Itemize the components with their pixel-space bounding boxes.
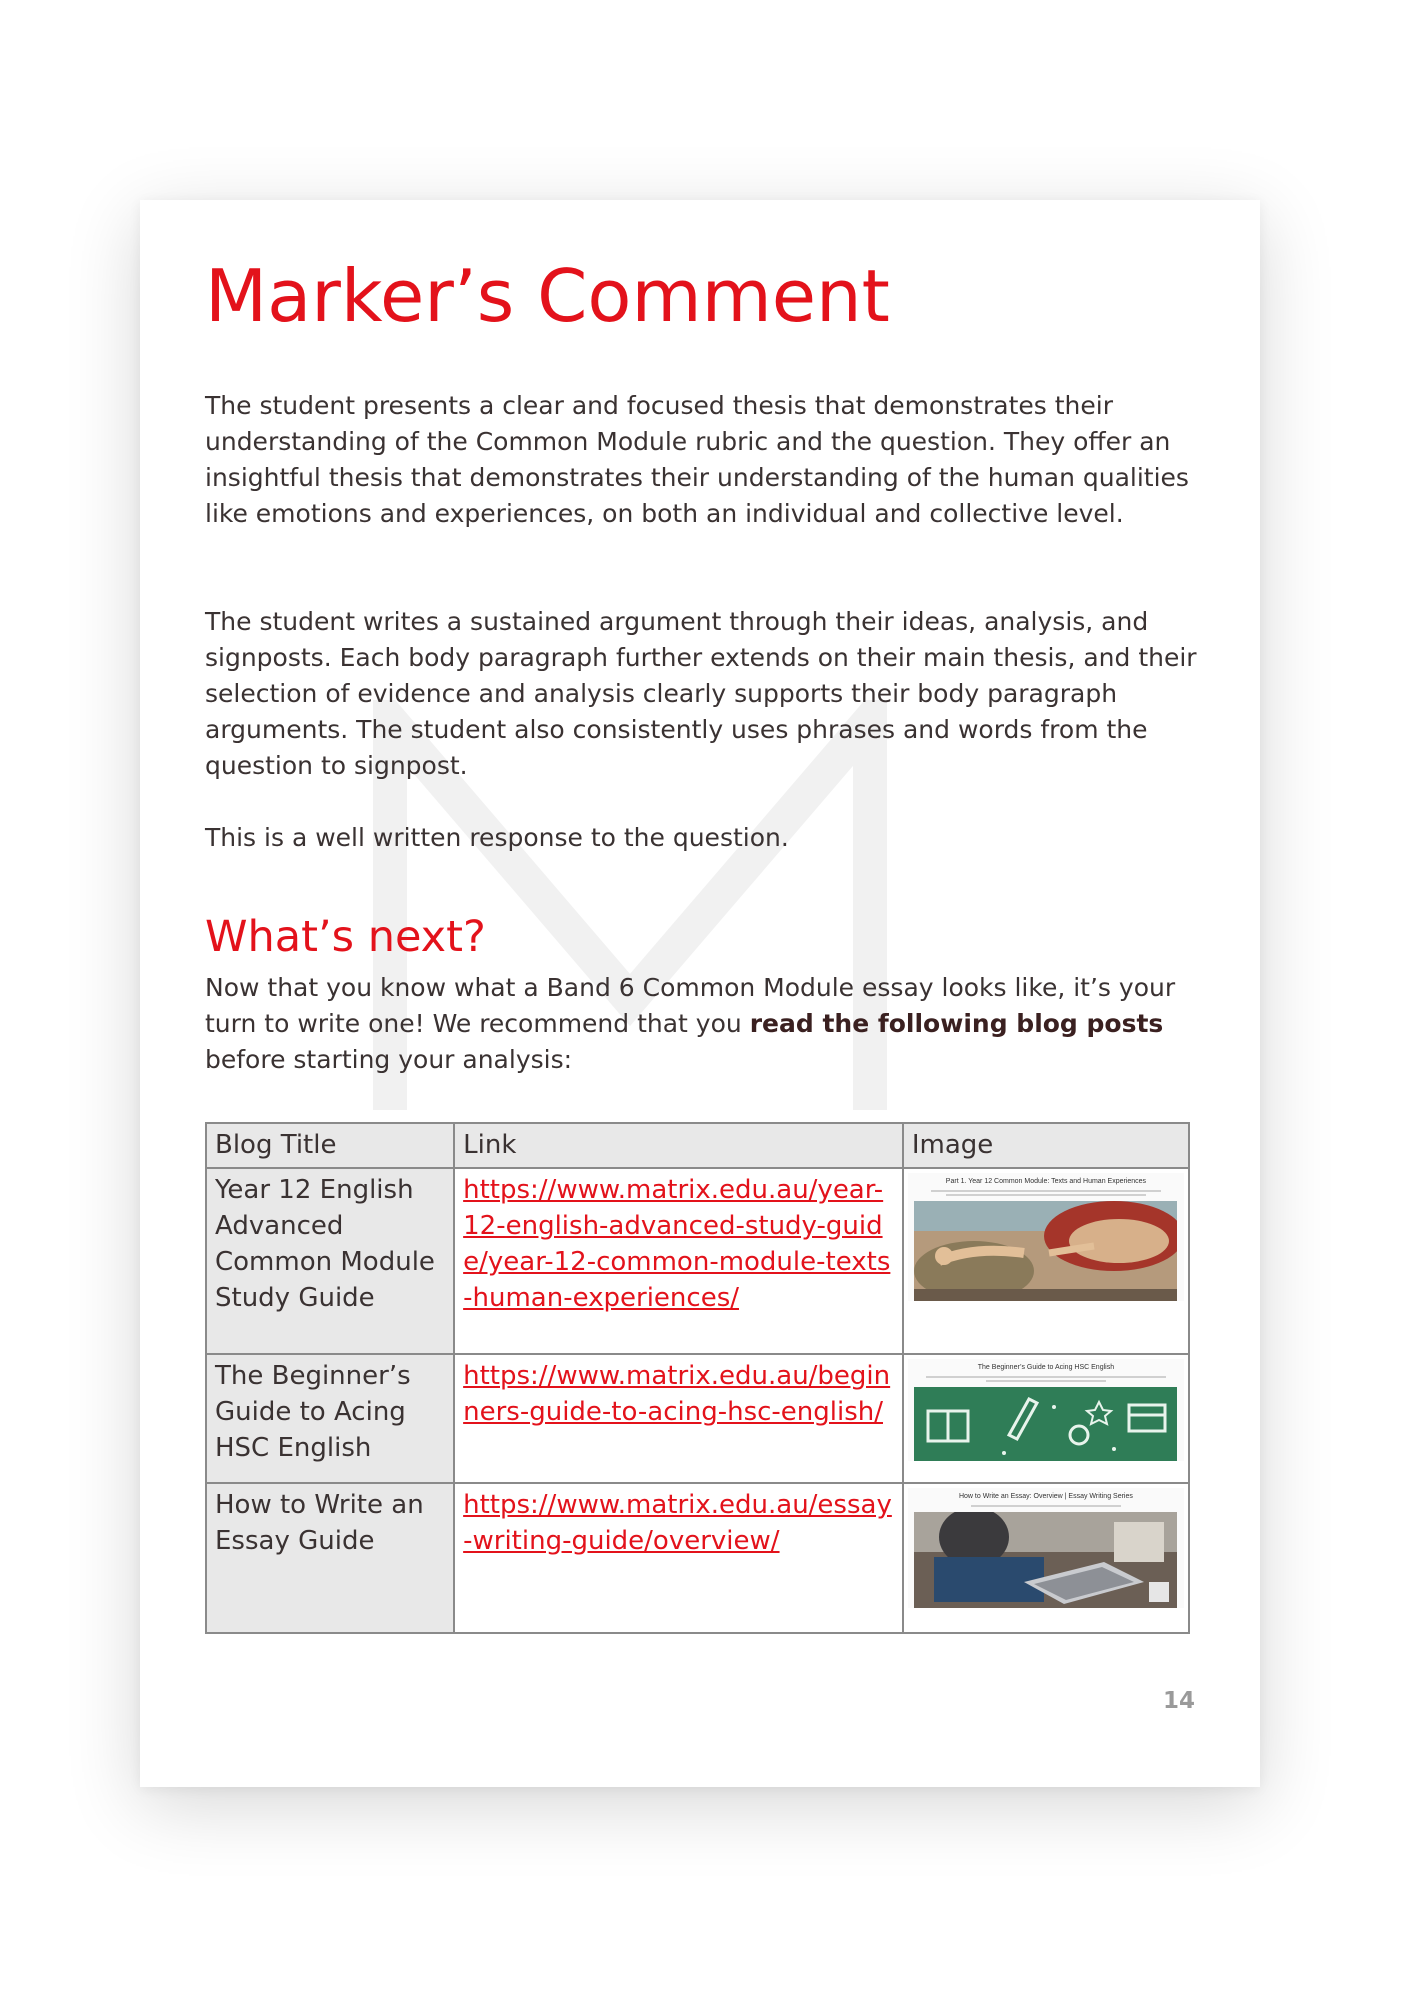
thumbnail-text-lines xyxy=(926,1505,1166,1507)
blog-title-cell: The Beginner’s Guide to Acing HSC English xyxy=(206,1354,454,1483)
blog-link-cell xyxy=(454,1483,903,1633)
intro-text-end: before starting your analysis: xyxy=(205,1045,573,1074)
thumbnail-title: Part 1. Year 12 Common Module: Texts and Human Experiences xyxy=(945,1178,1147,1185)
table-row xyxy=(206,1168,1189,1354)
table-header-row xyxy=(206,1123,1189,1168)
thumbnail-text-lines xyxy=(926,1190,1166,1196)
fresco-painting-image xyxy=(914,1201,1177,1301)
thumbnail-text-lines xyxy=(926,1376,1166,1382)
header-blog-title: Blog Title xyxy=(206,1123,454,1168)
blog-title-cell: How to Write an Essay Guide xyxy=(206,1483,454,1633)
page-title: Marker’s Comment xyxy=(205,254,890,338)
blog-image-cell xyxy=(903,1168,1189,1354)
blog-link[interactable]: https://www.matrix.edu.au/essay-writing-guide/overview/ xyxy=(463,1490,892,1556)
table-row xyxy=(206,1483,1189,1633)
blog-thumbnail[interactable] xyxy=(908,1359,1184,1461)
whats-next-heading: What’s next? xyxy=(205,912,486,962)
chalkboard-study-icons-image xyxy=(914,1387,1177,1461)
whats-next-intro xyxy=(205,970,1200,1078)
intro-emphasis: read the following blog posts xyxy=(749,1009,1164,1038)
thumbnail-title: The Beginner’s Guide to Acing HSC English xyxy=(977,1364,1115,1371)
table-row xyxy=(206,1354,1189,1483)
blog-image-cell xyxy=(903,1483,1189,1633)
student-laptop-photo-image xyxy=(914,1512,1177,1608)
blog-thumbnail[interactable] xyxy=(908,1173,1184,1301)
blog-title-cell: Year 12 English Advanced Common Module Study Guide xyxy=(206,1168,454,1354)
intro-text-start: Now that you know what a Band 6 Common Module essay looks like, it’s your turn to write one! We recommend that you xyxy=(205,973,1176,1038)
blog-link[interactable]: https://www.matrix.edu.au/beginners-guide-to-acing-hsc-english/ xyxy=(463,1361,891,1427)
blog-thumbnail[interactable] xyxy=(908,1488,1184,1608)
comment-paragraph-1: The student presents a clear and focused thesis that demonstrates their understanding of the Common Module rubric and the question. They offer an insightful thesis that demonstrates their understanding of the human qualities like emotions and experiences, on both an individual and collective level. xyxy=(205,391,1189,528)
blog-link-cell xyxy=(454,1354,903,1483)
comment-paragraph-2: The student writes a sustained argument through their ideas, analysis, and signposts. Each body paragraph further extends on their main thesis, and their selection of evidence and analysis clearly supports their body paragraph arguments. The student also consistently uses phrases and words from the question to signpost. xyxy=(205,607,1197,780)
blog-image-cell xyxy=(903,1354,1189,1483)
thumbnail-title: How to Write an Essay: Overview | Essay Writing Series xyxy=(958,1493,1133,1500)
comment-paragraph-3: This is a well written response to the question. xyxy=(205,823,789,852)
document-page xyxy=(140,200,1260,1787)
header-link: Link xyxy=(454,1123,903,1168)
blog-link[interactable]: https://www.matrix.edu.au/year-12-english-advanced-study-guide/year-12-common-module-texts-human-experiences/ xyxy=(463,1175,891,1313)
blog-posts-table xyxy=(205,1122,1190,1634)
header-image: Image xyxy=(903,1123,1189,1168)
page-number: 14 xyxy=(1162,1688,1195,1714)
blog-link-cell xyxy=(454,1168,903,1354)
